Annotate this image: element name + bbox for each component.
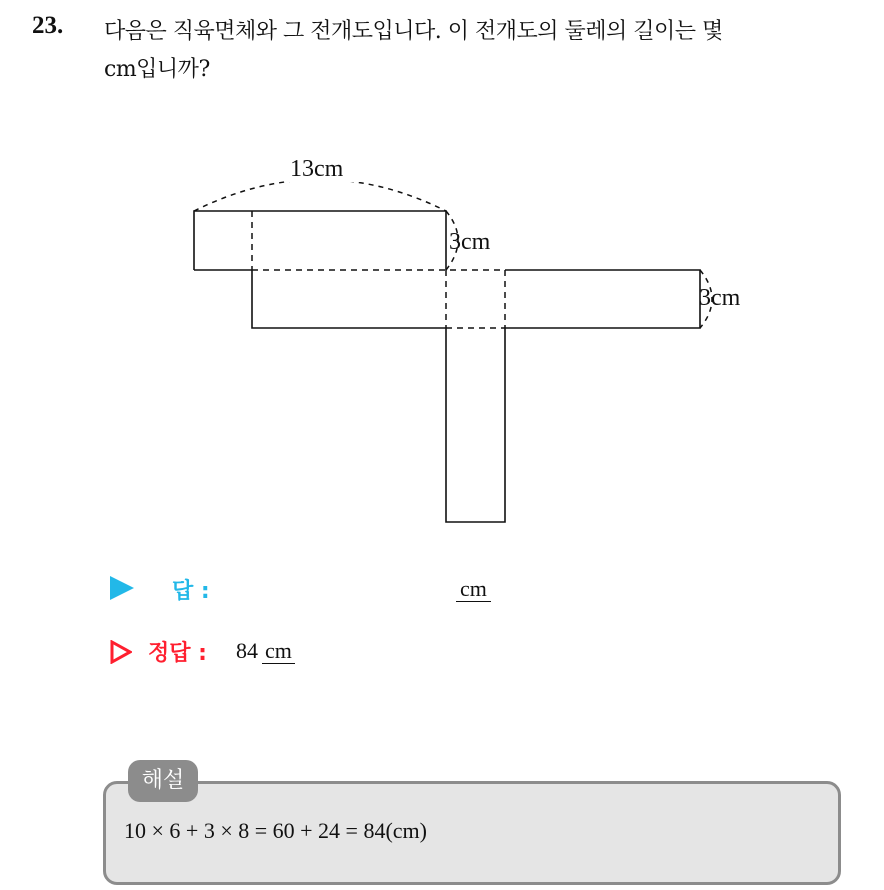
play-triangle-icon (110, 576, 134, 600)
answer-row (110, 574, 530, 604)
question-number: 23. (32, 12, 64, 39)
outline-triangle-icon (110, 640, 132, 664)
net-solid-outline (194, 211, 700, 522)
label-top-length: 13cm (290, 156, 344, 182)
answer-label: 답 : (172, 579, 210, 604)
explanation-tab: 해설 (128, 760, 198, 802)
correct-answer-unit: cm (262, 639, 295, 664)
label-right-height: 3cm (699, 285, 741, 311)
explanation-formula: 10 × 6 + 3 × 8 = 60 + 24 = 84(cm) (124, 818, 427, 843)
answer-blank[interactable] (456, 576, 491, 602)
answer-unit: cm (456, 577, 491, 602)
correct-answer-label: 정답 : (148, 641, 207, 666)
correct-answer-row (110, 636, 530, 666)
question-text-line1: 다음은 직육면체와 그 전개도입니다. 이 전개도의 둘레의 길이는 몇 (104, 19, 723, 44)
correct-answer-value: 84 (236, 638, 258, 663)
label-upper-height: 3cm (449, 229, 491, 255)
question-text-line2: cm입니까? (104, 57, 210, 82)
arc-top-length (194, 180, 446, 212)
correct-answer-unit-wrap (262, 638, 295, 664)
